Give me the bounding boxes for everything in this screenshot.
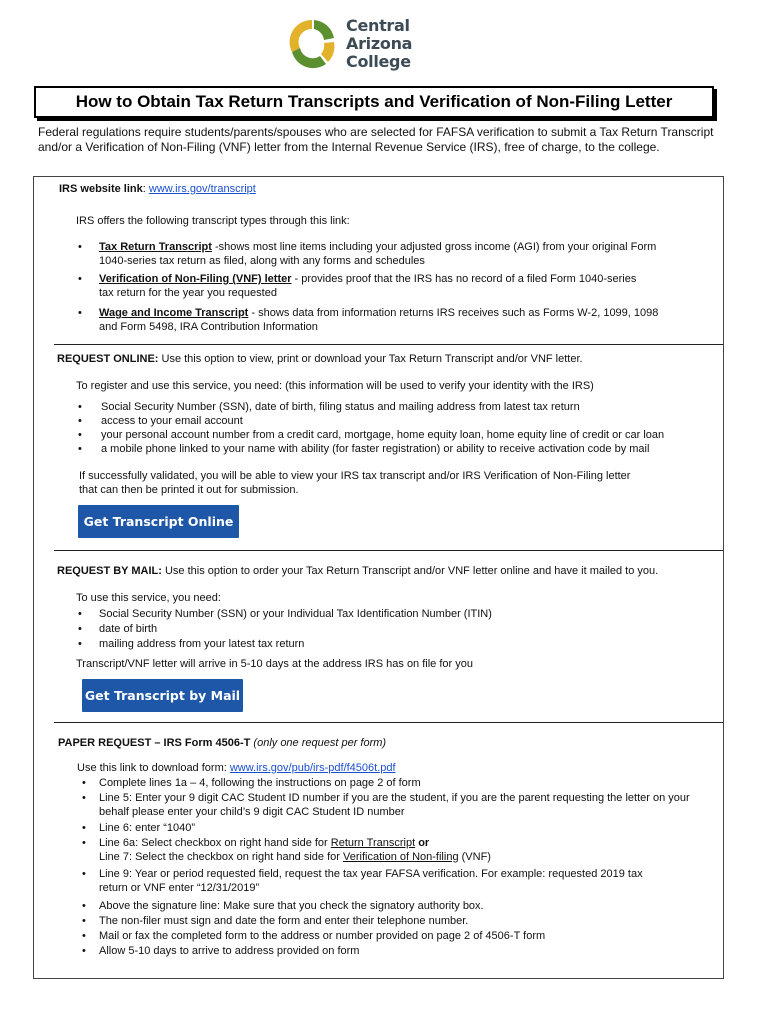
- paper-step: Line 6a: Select checkbox on right hand side for Return Transcript or Line 7: Select the checkbox on right hand side for Verification of Non-filing (VNF): [99, 837, 491, 863]
- mail-need-item: Social Security Number (SSN) or your Individual Tax Identification Number (ITIN): [99, 608, 492, 620]
- paper-heading-rest: (only one request per form): [250, 737, 387, 749]
- website-label: IRS website link: [59, 183, 143, 195]
- college-name-line3: College: [346, 52, 411, 71]
- offer-text: IRS offers the following transcript types through this link:: [76, 215, 350, 227]
- mail-need-item: mailing address from your latest tax return: [99, 638, 305, 650]
- type-desc-cont: tax return for the year you requested: [99, 286, 277, 299]
- college-name: [346, 17, 412, 71]
- mail-heading: REQUEST BY MAIL:: [57, 565, 162, 577]
- online-need-item: a mobile phone linked to your name with ability (for faster registration) or ability to receive activation code by mail: [101, 443, 650, 455]
- college-name-line1: Central: [346, 16, 410, 35]
- paper-step: Mail or fax the completed form to the address or number provided on page 2 of 4506-T form: [99, 930, 546, 942]
- bullet-icon: •: [78, 608, 82, 620]
- bullet-icon: •: [82, 777, 86, 789]
- get-transcript-by-mail-button[interactable]: Get Transcript by Mail: [82, 679, 243, 712]
- section-divider: [54, 550, 723, 551]
- page-title: How to Obtain Tax Return Transcripts and Verification of Non-Filing Letter: [75, 92, 673, 111]
- online-heading-rest: Use this option to view, print or download your Tax Return Transcript and/or VNF letter.: [158, 353, 583, 365]
- type-desc: - provides proof that the IRS has no record of a filed Form 1040-series: [291, 273, 637, 285]
- bullet-icon: •: [82, 837, 86, 849]
- bullet-icon: •: [78, 638, 82, 650]
- paper-step: Above the signature line: Make sure that you check the signatory authority box.: [99, 900, 484, 912]
- bullet-icon: •: [82, 822, 86, 834]
- form-4506t-link[interactable]: www.irs.gov/pub/irs-pdf/f4506t.pdf: [229, 762, 396, 774]
- bullet-icon: •: [82, 868, 86, 880]
- website-sep: :: [142, 183, 149, 195]
- online-validated-text: If successfully validated, you will be able to view your IRS tax transcript and/or IRS Verification of Non-Filing letter that can then be printed it out for submission.: [79, 470, 631, 496]
- bullet-icon: •: [78, 401, 82, 413]
- online-need-item: access to your email account: [101, 415, 243, 427]
- paper-step: Line 6: enter “1040”: [99, 822, 196, 834]
- type-name: Wage and Income Transcript: [99, 307, 249, 319]
- type-name: Tax Return Transcript: [99, 241, 212, 253]
- type-item: [99, 307, 658, 334]
- download-text: Use this link to download form:: [77, 762, 230, 774]
- online-need-text: To register and use this service, you need: (this information will be used to verify your identity with the IRS): [76, 380, 594, 392]
- type-desc-cont: 1040-series tax return as filed, along with any forms and schedules: [99, 254, 425, 267]
- college-logo: [286, 14, 416, 74]
- type-desc: -shows most line items including your adjusted gross income (AGI) from your original Form: [211, 241, 657, 253]
- section-divider: [54, 344, 723, 345]
- paper-step: Allow 5-10 days to arrive to address provided on form: [99, 945, 360, 957]
- bullet-icon: •: [78, 241, 82, 253]
- main-box: [33, 176, 724, 979]
- paper-step: The non-filer must sign and date the form and enter their telephone number.: [99, 915, 469, 927]
- mail-heading-rest: Use this option to order your Tax Return Transcript and/or VNF letter online and have it mailed to you.: [161, 565, 659, 577]
- bullet-icon: •: [82, 900, 86, 912]
- bullet-icon: •: [82, 792, 86, 804]
- section-divider: [54, 722, 723, 723]
- bullet-icon: •: [78, 307, 82, 319]
- irs-transcript-link[interactable]: www.irs.gov/transcript: [148, 183, 256, 195]
- type-name: Verification of Non-Filing (VNF) letter: [99, 273, 292, 285]
- type-desc: - shows data from information returns IRS receives such as Forms W-2, 1099, 1098: [248, 307, 659, 319]
- type-item: [99, 241, 656, 268]
- bullet-icon: •: [78, 273, 82, 285]
- bullet-icon: •: [82, 915, 86, 927]
- college-logo-icon: [286, 16, 338, 72]
- bullet-icon: •: [82, 945, 86, 957]
- intro-paragraph: Federal regulations require students/parents/spouses who are selected for FAFSA verification to submit a Tax Return Transcript and/or a Verification of Non-Filing (VNF) letter from the Internal Revenue Service (IRS), free of charge, to the college.: [38, 125, 714, 154]
- type-item: [99, 273, 636, 300]
- bullet-icon: •: [78, 623, 82, 635]
- paper-heading: PAPER REQUEST – IRS Form 4506-T: [58, 737, 251, 749]
- bullet-icon: •: [78, 443, 82, 455]
- mail-arrival-text: Transcript/VNF letter will arrive in 5-10 days at the address IRS has on file for you: [76, 658, 473, 670]
- bullet-icon: •: [78, 429, 82, 441]
- paper-step: Line 5: Enter your 9 digit CAC Student ID number if you are the student, if you are the parent requesting the letter on your behalf please enter your child’s 9 digit CAC Student ID number: [99, 792, 690, 818]
- online-need-item: your personal account number from a credit card, mortgage, home equity loan, home equity line of credit or car loan: [101, 429, 665, 441]
- bullet-icon: •: [78, 415, 82, 427]
- bullet-icon: •: [82, 930, 86, 942]
- college-name-line2: Arizona: [346, 34, 413, 53]
- mail-need-item: date of birth: [99, 623, 158, 635]
- get-transcript-online-button[interactable]: Get Transcript Online: [78, 505, 239, 538]
- paper-step: Complete lines 1a – 4, following the instructions on page 2 of form: [99, 777, 421, 789]
- online-heading: REQUEST ONLINE:: [57, 353, 159, 365]
- type-desc-cont: and Form 5498, IRA Contribution Information: [99, 320, 318, 333]
- title-box: [34, 86, 714, 118]
- online-need-item: Social Security Number (SSN), date of birth, filing status and mailing address from latest tax return: [101, 401, 580, 413]
- paper-step: Line 9: Year or period requested field, request the tax year FAFSA verification. For example: requested 2019 tax return or VNF enter “12/31/2019”: [99, 868, 643, 894]
- mail-need-text: To use this service, you need:: [76, 592, 221, 604]
